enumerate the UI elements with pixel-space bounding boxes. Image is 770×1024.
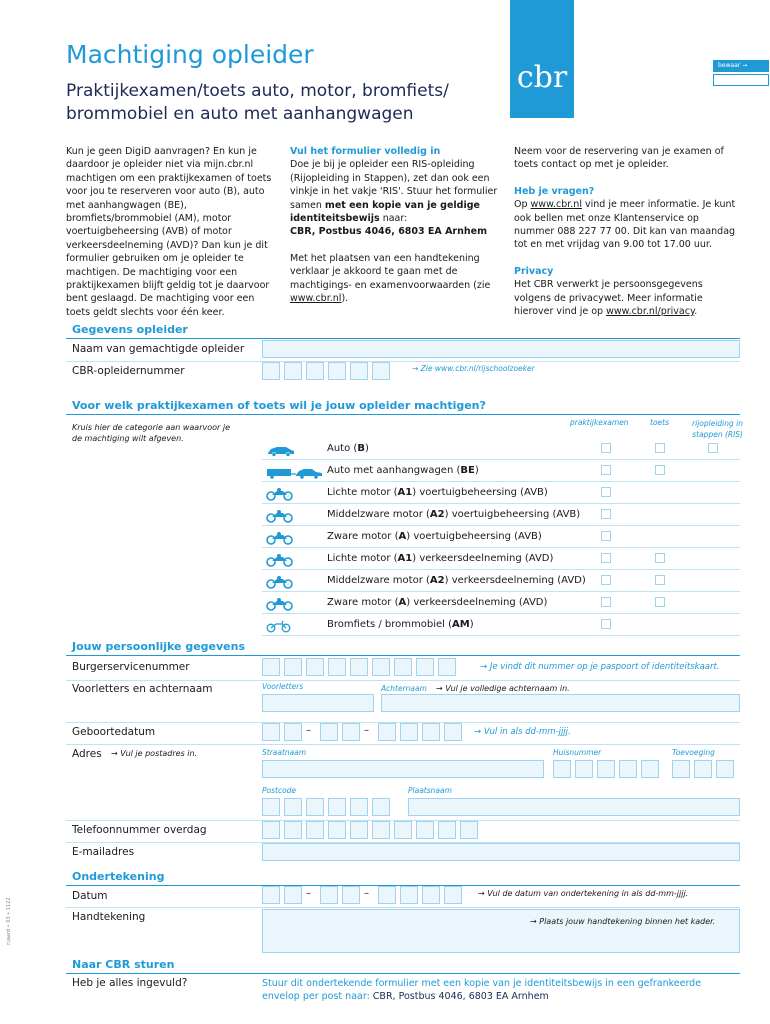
intro-bold: met een kopie van je geldige identiteitsbewijs	[290, 199, 480, 225]
digit-box[interactable]	[422, 723, 440, 741]
intro-address: CBR, Postbus 4046, 6803 EA Arnhem	[290, 226, 487, 238]
date-separator: –	[306, 725, 311, 736]
row-divider	[262, 547, 740, 548]
col-praktijkexamen: praktijkexamen	[570, 418, 629, 427]
intro-text: vind je meer informatie. Je kunt ook bellen met onze Klantenservice op nummer 088 227 77 00. Dit kan van maandag tot en met vrijdag van 9.00 tot 17.00 uur.	[514, 199, 736, 251]
digit-box[interactable]	[328, 821, 346, 839]
checkbox-praktijkexamen[interactable]	[601, 443, 611, 453]
bsn-label: Burgerservicenummer	[72, 661, 190, 673]
digit-box[interactable]	[372, 798, 390, 816]
intro-text: naar:	[379, 213, 408, 225]
intro-text-3: Neem voor de reservering van je examen of toets contact op met je opleider.	[514, 146, 724, 171]
category-label: Auto (B)	[327, 443, 369, 454]
checkbox-toets[interactable]	[655, 443, 665, 453]
digit-box[interactable]	[284, 723, 302, 741]
digit-box[interactable]	[438, 821, 456, 839]
checkbox-toets[interactable]	[655, 575, 665, 585]
digit-box[interactable]	[372, 821, 390, 839]
digit-box[interactable]	[284, 798, 302, 816]
voorletters-caption: Voorletters	[262, 682, 304, 691]
geboortedatum-label: Geboortedatum	[72, 726, 156, 738]
voorletters-input[interactable]	[262, 694, 374, 712]
digit-box[interactable]	[641, 760, 659, 778]
intro-text: Op	[514, 199, 531, 211]
digit-box[interactable]	[553, 760, 571, 778]
adres-hint: → Vul je postadres in.	[111, 749, 198, 758]
section-ondertekening: Ondertekening	[66, 870, 740, 886]
digit-box[interactable]	[378, 723, 396, 741]
row-divider	[262, 569, 740, 570]
digit-box[interactable]	[438, 658, 456, 676]
handtekening-hint: → Plaats jouw handtekening binnen het kader.	[530, 917, 716, 926]
achternaam-hint: → Vul je volledige achternaam in.	[436, 684, 570, 693]
digit-box[interactable]	[342, 886, 360, 904]
digit-box[interactable]	[350, 798, 368, 816]
digit-box[interactable]	[394, 658, 412, 676]
intro-text-1: Kun je geen DigiD aanvragen? En kun je daardoor je opleider niet via mijn.cbr.nl machtigen om een praktijkexamen of toets voor jou te reserveren voor auto (B), auto met aanhangwagen (BE), bromfiets/brommobiel (AM), motor voertuigbeheersing (AVB) of motor verkeersdeelneming (AVD)? Dan kun je dit formulier gebruiken om je opleider te machtigen. De machtiging voor een praktijkexamen blijft geldig tot je daarvoor bent geslaagd. De machtiging voor een toets geldt slechts voor één keer.	[66, 146, 272, 318]
telefoon-label: Telefoonnummer overdag	[72, 824, 207, 836]
geboortedatum-hint: → Vul in als dd-mm-jjjj.	[474, 727, 571, 737]
col-toets: toets	[650, 418, 669, 427]
form-code: rijaard • 03 • 1122	[6, 897, 12, 945]
digit-box[interactable]	[575, 760, 593, 778]
intro-column-1	[66, 145, 278, 319]
intro-heading-fill: Vul het formulier volledig in	[290, 146, 441, 157]
motorcycle-icon	[266, 508, 292, 518]
col-ris: rijopleiding in stappen (RIS)	[692, 419, 743, 439]
date-separator: –	[306, 888, 311, 899]
page-subtitle: Praktijkexamen/toets auto, motor, bromfiets/ brommobiel en auto met aanhangwagen	[66, 81, 449, 124]
digit-box[interactable]	[262, 658, 280, 676]
date-separator: –	[364, 725, 369, 736]
versturen-label: Heb je alles ingevuld?	[72, 977, 188, 989]
digit-box[interactable]	[342, 723, 360, 741]
digit-box[interactable]	[460, 821, 478, 839]
checkbox-praktijkexamen[interactable]	[601, 531, 611, 541]
straatnaam-caption: Straatnaam	[262, 748, 307, 757]
digit-box[interactable]	[328, 798, 346, 816]
row-divider	[66, 680, 740, 681]
motorcycle-icon	[266, 530, 292, 540]
digit-box[interactable]	[378, 886, 396, 904]
section-categories: Voor welk praktijkexamen of toets wil je jouw opleider machtigen?	[66, 399, 740, 415]
opleider-nummer-hint: → Zie www.cbr.nl/rijschoolzoeker	[412, 364, 535, 373]
digit-box[interactable]	[262, 362, 280, 380]
digit-box[interactable]	[694, 760, 712, 778]
category-label: Lichte motor (A1) verkeersdeelneming (AVD)	[327, 553, 554, 564]
link-cbr[interactable]: www.cbr.nl	[530, 199, 582, 211]
digit-box[interactable]	[350, 658, 368, 676]
intro-text: Het CBR verwerkt je persoonsgegevens volgens de privacywet. Meer informatie hierover vind je op	[514, 279, 703, 318]
digit-box[interactable]	[320, 723, 338, 741]
digit-box[interactable]	[284, 886, 302, 904]
digit-box[interactable]	[262, 886, 280, 904]
digit-box[interactable]	[619, 760, 637, 778]
row-divider	[66, 361, 740, 362]
category-label: Zware motor (A) verkeersdeelneming (AVD)	[327, 597, 548, 608]
row-divider	[262, 459, 740, 460]
row-divider	[66, 907, 740, 908]
digit-box[interactable]	[372, 362, 390, 380]
section-opleider: Gegevens opleider	[66, 323, 740, 339]
plaatsnaam-input[interactable]	[408, 798, 740, 816]
bewaar-field[interactable]	[713, 74, 769, 86]
handtekening-label: Handtekening	[72, 911, 146, 923]
straatnaam-input[interactable]	[262, 760, 544, 778]
digit-box[interactable]	[284, 658, 302, 676]
email-input[interactable]	[262, 843, 740, 861]
row-divider	[262, 635, 740, 636]
digit-box[interactable]	[444, 886, 462, 904]
checkbox-praktijkexamen[interactable]	[601, 465, 611, 475]
digit-box[interactable]	[416, 658, 434, 676]
achternaam-caption: Achternaam	[381, 684, 427, 693]
checkbox-praktijkexamen[interactable]	[601, 487, 611, 497]
opleider-naam-input[interactable]	[262, 340, 740, 358]
digit-box[interactable]	[328, 658, 346, 676]
digit-box[interactable]	[284, 362, 302, 380]
plaatsnaam-caption: Plaatsnaam	[408, 786, 452, 795]
versturen-text-a: Stuur dit ondertekende formulier met een kopie van je identiteitsbewijs in een gefrankeerde envelop per post naar:	[262, 978, 702, 1002]
digit-box[interactable]	[672, 760, 690, 778]
section-persoonlijk: Jouw persoonlijke gegevens	[66, 640, 740, 656]
checkbox-toets[interactable]	[655, 597, 665, 607]
digit-box[interactable]	[306, 821, 324, 839]
digit-box[interactable]	[262, 798, 280, 816]
versturen-text	[262, 977, 740, 1003]
categories-instruction: Kruis hier de categorie aan waarvoor je de machtiging wilt afgeven.	[72, 423, 230, 443]
checkbox-praktijkexamen[interactable]	[601, 619, 611, 629]
digit-box[interactable]	[350, 821, 368, 839]
page-title: Machtiging opleider	[66, 40, 314, 69]
row-divider	[262, 613, 740, 614]
checkbox-praktijkexamen[interactable]	[601, 553, 611, 563]
link-privacy[interactable]: www.cbr.nl/privacy	[606, 306, 695, 318]
intro-heading-questions: Heb je vragen?	[514, 185, 595, 197]
digit-box[interactable]	[350, 362, 368, 380]
opleider-nummer-label: CBR-opleidernummer	[72, 365, 185, 377]
digit-box[interactable]	[597, 760, 615, 778]
digit-box[interactable]	[400, 886, 418, 904]
checkbox-praktijkexamen[interactable]	[601, 597, 611, 607]
intro-text: .	[694, 306, 698, 318]
intro-text: ).	[341, 293, 349, 305]
checkbox-praktijkexamen[interactable]	[601, 575, 611, 585]
bewaar-button[interactable]: bewaar →	[713, 60, 769, 72]
digit-box[interactable]	[716, 760, 734, 778]
checkbox-ris[interactable]	[708, 443, 718, 453]
row-divider	[262, 503, 740, 504]
digit-box[interactable]	[306, 362, 324, 380]
datum-label: Datum	[72, 890, 108, 902]
intro-column-3	[514, 145, 740, 318]
category-label: Auto met aanhangwagen (BE)	[327, 465, 479, 476]
digit-box[interactable]	[422, 886, 440, 904]
intro-text: Met het plaatsen van een handtekening verklaar je akkoord te gaan met de machtigings- en examenvoorwaarden (zie	[290, 252, 491, 291]
digit-box[interactable]	[262, 723, 280, 741]
versturen-address: CBR, Postbus 4046, 6803 EA Arnhem	[372, 991, 549, 1002]
motorcycle-icon	[266, 574, 292, 584]
date-separator: –	[364, 888, 369, 899]
digit-box[interactable]	[400, 723, 418, 741]
digit-box[interactable]	[444, 723, 462, 741]
intro-column-2	[290, 145, 505, 305]
intro-paragraph-agree	[290, 252, 505, 306]
category-label: Middelzware motor (A2) voertuigbeheersing (AVB)	[327, 509, 581, 520]
category-label: Middelzware motor (A2) verkeersdeelneming (AVD)	[327, 575, 586, 586]
digit-box[interactable]	[284, 821, 302, 839]
row-divider	[66, 744, 740, 745]
moped-icon	[266, 618, 292, 628]
cbr-logo	[510, 0, 574, 118]
digit-box[interactable]	[262, 821, 280, 839]
motorcycle-icon	[266, 486, 292, 496]
checkbox-toets[interactable]	[655, 553, 665, 563]
adres-label: Adres	[72, 748, 102, 760]
naam-label: Voorletters en achternaam	[72, 683, 213, 695]
intro-text: Doe je bij je opleider een RIS-opleiding (Rijopleiding in Stappen), zet dan ook een vinkje in het vakje 'RIS'. Stuur het formulier samen	[290, 159, 498, 211]
category-label: Bromfiets / brommobiel (AM)	[327, 619, 474, 630]
checkbox-toets[interactable]	[655, 465, 665, 475]
digit-box[interactable]	[416, 821, 434, 839]
digit-box[interactable]	[320, 886, 338, 904]
datum-hint: → Vul de datum van ondertekening in als dd-mm-jjjj.	[478, 889, 689, 898]
cbr-logo-text: cbr	[516, 60, 568, 95]
intro-heading-privacy: Privacy	[514, 265, 554, 277]
checkbox-praktijkexamen[interactable]	[601, 509, 611, 519]
car-trailer-icon	[266, 464, 292, 474]
opleider-naam-label: Naam van gemachtigde opleider	[72, 343, 245, 355]
handtekening-input[interactable]	[262, 909, 740, 953]
section-versturen: Naar CBR sturen	[66, 958, 740, 974]
achternaam-input[interactable]	[381, 694, 740, 712]
intro-paragraph-ris	[290, 158, 505, 225]
row-divider	[262, 525, 740, 526]
motorcycle-icon	[266, 596, 292, 606]
category-label: Zware motor (A) voertuigbeheersing (AVB)	[327, 531, 542, 542]
category-label: Lichte motor (A1) voertuigbeheersing (AVB)	[327, 487, 548, 498]
huisnummer-caption: Huisnummer	[553, 748, 602, 757]
digit-box[interactable]	[372, 658, 390, 676]
digit-box[interactable]	[394, 821, 412, 839]
row-divider	[262, 591, 740, 592]
bsn-hint: → Je vindt dit nummer op je paspoort of identiteitskaart.	[480, 662, 720, 672]
digit-box[interactable]	[306, 798, 324, 816]
email-label: E-mailadres	[72, 846, 135, 858]
toevoeging-caption: Toevoeging	[672, 748, 715, 757]
car-icon	[266, 442, 292, 452]
motorcycle-icon	[266, 552, 292, 562]
link-cbr[interactable]: www.cbr.nl	[290, 293, 342, 305]
digit-box[interactable]	[306, 658, 324, 676]
row-divider	[262, 481, 740, 482]
digit-box[interactable]	[328, 362, 346, 380]
postcode-caption: Postcode	[262, 786, 297, 795]
